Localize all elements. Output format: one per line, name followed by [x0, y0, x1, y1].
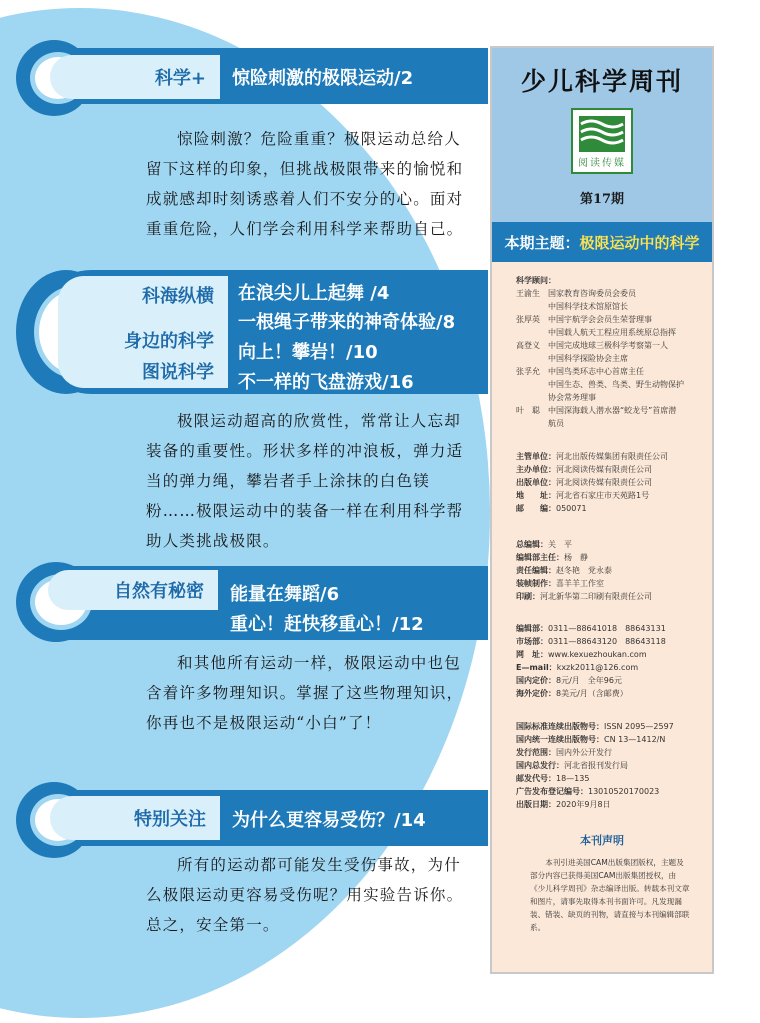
info-key: 国内统一连续出版物号： — [516, 735, 604, 744]
info-value: 河北省报刊发行局 — [564, 761, 628, 770]
registration-info — [516, 720, 706, 811]
info-value: 8元/月 全年96元 — [556, 676, 622, 685]
info-row — [516, 772, 706, 785]
advisor-title-line: 中国科学探险协会主席 — [548, 354, 628, 363]
info-value: CN 13—1412/N — [604, 735, 666, 744]
toc-entry[interactable]: 为什么更容易受伤？/14 — [232, 810, 426, 831]
info-value: www.kexuezhoukan.com — [548, 650, 647, 659]
toc-entry[interactable]: 不一样的飞盘游戏/16 — [238, 372, 414, 393]
advisor-title-line: 中国科学技术馆原馆长 — [548, 302, 628, 311]
advisor-titles — [548, 404, 676, 430]
advisor-titles — [548, 365, 684, 404]
advisor-row — [516, 365, 706, 404]
toc-entry[interactable]: 能量在舞蹈/6 — [230, 584, 340, 605]
info-key: 出版单位： — [516, 478, 556, 487]
contact-info — [516, 622, 706, 700]
advisor-title-line: 中国鸟类环志中心首席主任 — [548, 367, 644, 376]
info-value: kxzk2011@126.com — [556, 663, 639, 672]
info-value: 喜羊羊工作室 — [556, 579, 604, 588]
info-row — [516, 785, 706, 798]
info-value: 河北新华第二印刷有限责任公司 — [540, 592, 652, 601]
info-value: 0311—88643120 88643118 — [548, 637, 666, 646]
info-value: 河北省石家庄市天苑路1号 — [556, 491, 650, 500]
info-value: 8美元/月（含邮费） — [556, 689, 628, 698]
advisor-title-line: 中国完成地球三极科学考察第一人 — [548, 341, 668, 350]
info-row — [516, 635, 706, 648]
notice-title: 本刊声明 — [580, 834, 624, 847]
info-row — [516, 798, 706, 811]
book-waves-icon — [579, 116, 625, 152]
info-value: 杨 静 — [564, 553, 588, 562]
info-row — [516, 674, 706, 687]
toc-entry[interactable]: 一根绳子带来的神奇体验/8 — [238, 312, 456, 333]
section-label[interactable]: 特别关注 — [50, 796, 220, 840]
section-label[interactable]: 科海纵横 — [142, 286, 214, 307]
info-key: 市场部： — [516, 637, 548, 646]
advisor-title-line: 中国深海载人潜水器“蛟龙号”首席潜 — [548, 406, 677, 415]
info-value: 2020年9月8日 — [556, 800, 611, 809]
theme-bar — [492, 222, 712, 262]
advisors-block — [516, 274, 706, 430]
publisher-logo — [571, 108, 633, 174]
info-row — [516, 577, 706, 590]
advisor-title-line: 协会常务理事 — [548, 393, 596, 402]
advisor-titles — [548, 287, 636, 313]
advisor-row — [516, 339, 706, 365]
info-key: 主管单位： — [516, 452, 556, 461]
info-key: E—mail： — [516, 663, 557, 672]
advisor-name: 高登义 — [516, 341, 540, 350]
logo-text: 阅读传媒 — [578, 158, 626, 169]
issue-number: 第17期 — [579, 192, 625, 207]
advisor-name: 王渝生 — [516, 289, 540, 298]
section-label[interactable]: 图说科学 — [142, 362, 214, 383]
info-value: 关 平 — [548, 540, 572, 549]
info-key: 网 址： — [516, 650, 548, 659]
advisor-titles — [548, 339, 668, 365]
advisor-title-line: 航员 — [548, 419, 564, 428]
advisor-title-line: 中国载人航天工程应用系统原总指挥 — [548, 328, 676, 337]
info-row — [516, 720, 706, 733]
info-key: 发行范围： — [516, 748, 556, 757]
section-summary: 极限运动超高的欣赏性，常常让人忘却装备的重要性。形状多样的冲浪板，弹力适当的弹力绳，攀岩者手上涂抹的白色镁粉……极限运动中的装备一样在利用科学帮助人类挑战极限。 — [146, 412, 464, 550]
info-row — [516, 463, 706, 476]
editorial-info — [516, 538, 706, 603]
info-row — [516, 746, 706, 759]
section-summary: 和其他所有运动一样，极限运动中也包含着许多物理知识。掌握了这些物理知识，你再也不是极限运动“小白”了！ — [146, 654, 464, 732]
advisors-title: 科学顾问： — [516, 276, 556, 285]
info-row — [516, 661, 706, 674]
info-key: 海外定价： — [516, 689, 556, 698]
advisor-title-line: 中国生态、兽类、鸟类、野生动物保护 — [548, 380, 684, 389]
advisor-name: 张孚允 — [516, 367, 540, 376]
info-value: 河北阅读传媒有限责任公司 — [556, 478, 652, 487]
info-value: ISSN 2095—2597 — [604, 722, 674, 731]
info-row — [516, 622, 706, 635]
info-row — [516, 476, 706, 489]
info-key: 邮 编： — [516, 504, 556, 513]
advisor-name: 叶 聪 — [516, 406, 540, 415]
info-key: 印刷： — [516, 592, 540, 601]
info-row — [516, 687, 706, 700]
info-key: 出版日期： — [516, 800, 556, 809]
publisher-info — [516, 450, 706, 515]
advisor-row — [516, 287, 706, 313]
info-value: 0311—88641018 88643131 — [548, 624, 666, 633]
toc-entry[interactable]: 向上！攀岩！/10 — [238, 342, 378, 363]
info-row — [516, 564, 706, 577]
info-key: 邮发代号： — [516, 774, 556, 783]
section-label-group — [58, 276, 228, 388]
section-summary: 惊险刺激？危险重重？极限运动总给人留下这样的印象，但挑战极限带来的愉悦和成就感却时刻诱惑着人们不安分的心。面对重重危险，人们学会利用科学来帮助自己。 — [146, 130, 464, 238]
advisor-title-line: 国家教育咨询委员会委员 — [548, 289, 636, 298]
info-key: 广告发布登记编号： — [516, 787, 588, 796]
info-key: 总编辑： — [516, 540, 548, 549]
info-key: 国内定价： — [516, 676, 556, 685]
section-label[interactable]: 科学+ — [50, 55, 220, 99]
theme-prefix: 本期主题： — [504, 233, 580, 252]
info-key: 地 址： — [516, 491, 556, 500]
info-row — [516, 450, 706, 463]
info-value: 18—135 — [556, 774, 590, 783]
info-key: 编辑部： — [516, 624, 548, 633]
masthead-header — [492, 48, 712, 222]
notice-text: 本刊引进美国CAM出版集团版权，主题及部分内容已获得美国CAM出版集团授权，由《少儿科学周刊》杂志编译出版。转载本刊文章和图片，请事先取得本刊书面许可。凡发现漏装、错装、缺页的刊物，请直接与本刊编辑部联系。 — [530, 858, 690, 932]
magazine-title: 少儿科学周刊 — [520, 67, 683, 96]
info-key: 装帧制作： — [516, 579, 556, 588]
advisor-titles — [548, 313, 676, 339]
info-row — [516, 489, 706, 502]
advisor-row — [516, 404, 706, 430]
advisor-row — [516, 313, 706, 339]
info-row — [516, 551, 706, 564]
info-row — [516, 759, 706, 772]
info-row — [516, 538, 706, 551]
info-value: 河北出版传媒集团有限责任公司 — [556, 452, 668, 461]
toc-entry[interactable]: 重心！赶快移重心！/12 — [230, 614, 424, 635]
info-value: 050071 — [556, 504, 587, 513]
info-value: 赵冬艳 党永泰 — [556, 566, 612, 575]
info-key: 国内总发行： — [516, 761, 564, 770]
info-key: 责任编辑： — [516, 566, 556, 575]
section-summary: 所有的运动都可能发生受伤事故，为什么极限运动更容易受伤呢？用实验告诉你。总之，安全第一。 — [146, 856, 464, 934]
section-label[interactable]: 自然有秘密 — [48, 570, 218, 610]
info-value: 国内外公开发行 — [556, 748, 612, 757]
info-value: 河北阅读传媒有限责任公司 — [556, 465, 652, 474]
toc-entry[interactable]: 惊险刺激的极限运动/2 — [232, 68, 414, 89]
toc-entry[interactable]: 在浪尖儿上起舞 /4 — [238, 283, 390, 304]
advisor-name: 张厚英 — [516, 315, 540, 324]
info-row — [516, 648, 706, 661]
masthead-column — [490, 46, 714, 974]
advisor-title-line: 中国宇航学会会员生荣誉理事 — [548, 315, 652, 324]
info-key: 国际标准连续出版物号： — [516, 722, 604, 731]
section-label[interactable]: 身边的科学 — [124, 331, 214, 352]
info-row — [516, 590, 706, 603]
info-key: 主办单位： — [516, 465, 556, 474]
theme-title: 极限运动中的科学 — [579, 233, 700, 252]
info-key: 编辑部主任： — [516, 553, 564, 562]
info-row — [516, 733, 706, 746]
info-row — [516, 502, 706, 515]
advisors-list — [516, 287, 706, 430]
info-value: 13010520170023 — [588, 787, 660, 796]
